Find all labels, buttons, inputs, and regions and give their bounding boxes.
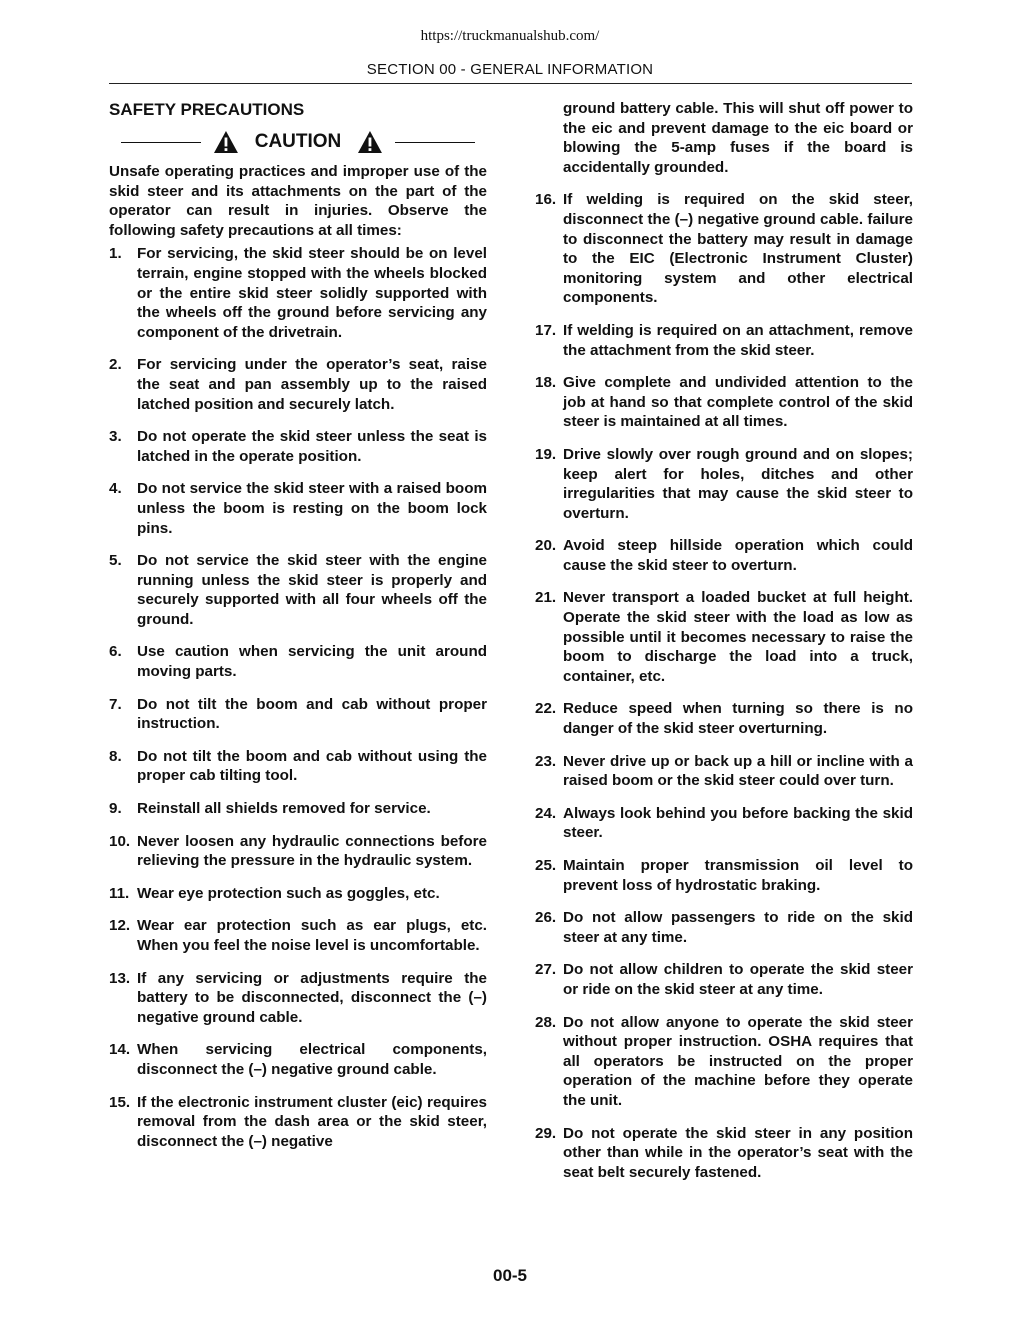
item-text: Never transport a loaded bucket at full height. Operate the skid steer with the load as low as possible until it becomes necessary to raise the boom to discharge the load into a truck, container, etc.	[563, 589, 913, 685]
warning-triangle-icon	[213, 130, 239, 154]
intro-paragraph: Unsafe operating practices and improper use of the skid steer and its attachments on the part of the operator can result in injuries. Observe the following safety precautions at all times:	[109, 163, 487, 239]
item-number: 10.	[109, 832, 131, 850]
item-number: 8.	[109, 747, 122, 765]
list-item	[535, 699, 913, 738]
list-item	[109, 642, 487, 681]
item-text: Drive slowly over rough ground and on slopes; keep alert for holes, ditches and other irregularities that may cause the skid steer to overturn.	[563, 445, 913, 522]
item-number: 7.	[109, 695, 122, 713]
list-item	[109, 479, 487, 538]
caution-banner	[109, 128, 487, 156]
list-item	[535, 445, 913, 523]
item-number: 26.	[535, 909, 557, 927]
list-item	[109, 695, 487, 734]
list-item	[109, 799, 487, 819]
item-text: Never loosen any hydraulic connections before relieving the pressure in the hydraulic system.	[137, 832, 487, 870]
item-text: Reduce speed when turning so there is no danger of the skid steer overturning.	[563, 700, 913, 738]
item-number: 25.	[535, 857, 557, 874]
item-text: Wear ear protection such as ear plugs, etc. When you feel the noise level is uncomfortable.	[137, 917, 487, 954]
item-text: Do not tilt the boom and cab without using the proper cab tilting tool.	[137, 747, 487, 785]
list-item	[535, 856, 913, 895]
left-precautions-list	[109, 244, 487, 1151]
item-number: 20.	[535, 537, 557, 555]
item-number: 13.	[109, 969, 131, 987]
item-text: Do not service the skid steer with a raised boom unless the boom is resting on the boom lock pins.	[137, 480, 487, 537]
list-item	[109, 916, 487, 955]
item-text: When servicing electrical components, disconnect the (–) negative ground cable.	[137, 1041, 487, 1078]
list-item	[109, 355, 487, 414]
list-item	[535, 960, 913, 999]
list-item	[535, 804, 913, 843]
page-heading: SAFETY PRECAUTIONS	[109, 100, 305, 119]
item-number: 27.	[535, 961, 557, 979]
item-number: 14.	[109, 1041, 131, 1059]
item-text: If welding is required on the skid steer, disconnect the (–) negative ground cable. failure to disconnect the battery may result in damage to the EIC (Electronic Instrument Cluster) monitoring system and other electrical components.	[563, 191, 913, 307]
item-number: 18.	[535, 374, 557, 392]
item-number: 12.	[109, 917, 131, 935]
item-number: 9.	[109, 800, 122, 818]
item-number: 28.	[535, 1013, 557, 1031]
list-item	[109, 884, 487, 904]
page-number: 00-5	[492, 1266, 528, 1285]
list-item	[109, 244, 487, 342]
item-text: Give complete and undivided attention to the job at hand so that complete control of the skid steer is maintained at all times.	[563, 374, 913, 431]
list-item	[109, 747, 487, 786]
right-column	[535, 99, 913, 1195]
item-number: 22.	[535, 700, 557, 718]
item-text: Do not service the skid steer with the engine running unless the skid steer is properly and securely supported with all four wheels off the ground.	[137, 552, 487, 628]
left-column	[109, 99, 487, 1164]
item-number: 2.	[109, 356, 122, 374]
list-item	[535, 536, 913, 575]
item-text: Avoid steep hillside operation which could cause the skid steer to overturn.	[563, 537, 913, 574]
list-item	[109, 1040, 487, 1079]
list-item	[109, 1093, 487, 1152]
list-item	[535, 588, 913, 686]
item-text: Use caution when servicing the unit around moving parts.	[137, 643, 487, 681]
item-text: Do not allow passengers to ride on the skid steer at any time.	[563, 909, 913, 946]
list-item	[535, 752, 913, 791]
item-text: Wear eye protection such as goggles, etc.	[137, 884, 440, 902]
section-title: SECTION 00 - GENERAL INFORMATION	[366, 61, 654, 78]
item-number: 23.	[535, 752, 557, 770]
item-text: Never drive up or back up a hill or incline with a raised boom or the skid steer could over turn.	[563, 752, 913, 790]
item-text: For servicing under the operator’s seat, raise the seat and pan assembly up to the raised latched position and securely latch.	[137, 356, 487, 413]
list-item	[535, 373, 913, 432]
item-number: 15.	[109, 1093, 131, 1111]
item-number: 5.	[109, 552, 122, 570]
list-item	[109, 427, 487, 466]
list-item	[535, 190, 913, 308]
item-number: 24.	[535, 804, 557, 822]
item-text: Reinstall all shields removed for service.	[137, 800, 431, 818]
item-number: 29.	[535, 1124, 557, 1142]
list-item	[109, 969, 487, 1028]
item-number: 6.	[109, 643, 122, 661]
item-number: 21.	[535, 589, 557, 607]
item-number: 11.	[109, 884, 130, 902]
item-number: 17.	[535, 321, 557, 339]
item-text: Do not allow children to operate the skid steer or ride on the skid steer at any time.	[563, 961, 913, 998]
list-item	[109, 551, 487, 629]
list-item	[535, 1013, 913, 1111]
caution-rule-left	[121, 142, 201, 143]
item-text: If any servicing or adjustments require the battery to be disconnected, disconnect the (–) negative ground cable.	[137, 969, 487, 1026]
item-number: 16.	[535, 191, 557, 209]
item-number: 3.	[109, 428, 122, 446]
item-text: Do not tilt the boom and cab without proper instruction.	[137, 695, 487, 733]
header-url[interactable]: https://truckmanualshub.com/	[420, 28, 600, 44]
item-text: If welding is required on an attachment, remove the attachment from the skid steer.	[563, 321, 913, 359]
caution-label: CAUTION	[254, 131, 342, 152]
item-number: 4.	[109, 480, 122, 498]
item-text: Do not operate the skid steer in any position other than while in the operator’s seat with the seat belt securely fastened.	[563, 1124, 913, 1181]
item-text: Do not operate the skid steer unless the seat is latched in the operate position.	[137, 428, 487, 465]
item-15-continuation: ground battery cable. This will shut off power to the eic and prevent damage to the eic board or blowing the 5-amp fuses if the board is accidentally grounded.	[563, 100, 913, 176]
item-text: If the electronic instrument cluster (eic) requires removal from the dash area or the skid steer, disconnect the (–) negative	[137, 1093, 487, 1150]
item-text: Maintain proper transmission oil level to prevent loss of hydrostatic braking.	[563, 857, 913, 894]
list-item	[535, 908, 913, 947]
item-text: Always look behind you before backing the skid steer.	[563, 804, 913, 842]
warning-triangle-icon	[357, 130, 383, 154]
list-item	[109, 832, 487, 871]
header-rule	[109, 83, 912, 84]
item-text: Do not allow anyone to operate the skid steer without proper instruction. OSHA requires that all operators be instructed on the proper operation of the machine before they operate the unit.	[563, 1013, 913, 1109]
item-number: 1.	[109, 245, 122, 263]
item-text: For servicing, the skid steer should be on level terrain, engine stopped with the wheels blocked or the entire skid steer solidly supported with the wheels off the ground before servicing any component of the drivetrain.	[137, 245, 487, 341]
list-item	[535, 1124, 913, 1183]
list-item	[535, 321, 913, 360]
right-precautions-list	[535, 190, 913, 1182]
caution-rule-right	[395, 142, 475, 143]
item-number: 19.	[535, 445, 557, 463]
